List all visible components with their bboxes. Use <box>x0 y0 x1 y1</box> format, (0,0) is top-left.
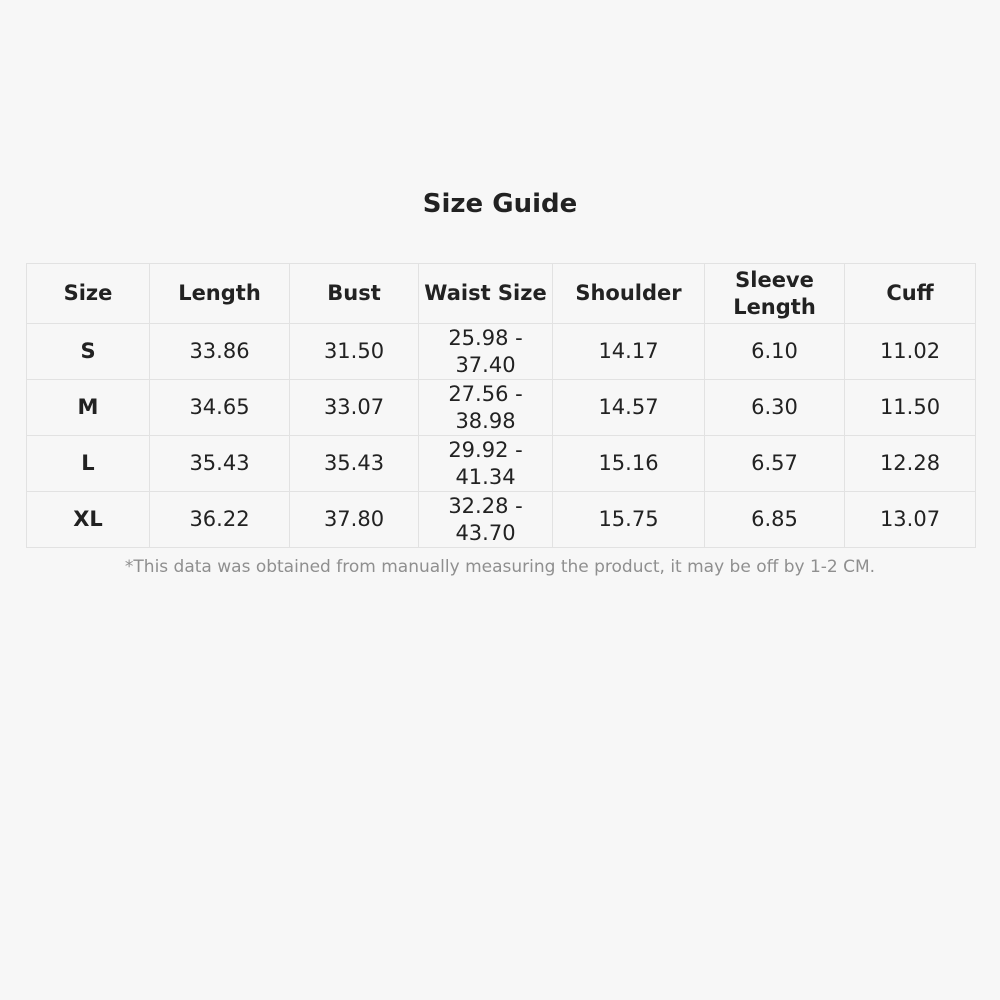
sleeve-length-cell: 6.30 <box>705 380 845 436</box>
measurement-disclaimer: *This data was obtained from manually measuring the product, it may be off by 1-2 CM. <box>124 557 876 577</box>
shoulder-cell: 15.75 <box>553 492 705 548</box>
length-cell: 36.22 <box>150 492 290 548</box>
sleeve-length-cell: 6.10 <box>705 324 845 380</box>
cuff-cell: 13.07 <box>845 492 976 548</box>
column-header-size: Size <box>27 264 150 324</box>
table-row <box>27 380 976 436</box>
size-cell: XL <box>27 492 150 548</box>
page-title: Size Guide <box>422 189 578 219</box>
waist-size-cell: 32.28 - 43.70 <box>419 492 553 548</box>
size-cell: M <box>27 380 150 436</box>
table-header-row <box>27 264 976 324</box>
waist-size-cell: 25.98 - 37.40 <box>419 324 553 380</box>
length-cell: 33.86 <box>150 324 290 380</box>
waist-size-cell: 27.56 - 38.98 <box>419 380 553 436</box>
bust-cell: 35.43 <box>290 436 419 492</box>
column-header-cuff: Cuff <box>845 264 976 324</box>
shoulder-cell: 14.57 <box>553 380 705 436</box>
table-row <box>27 324 976 380</box>
size-cell: S <box>27 324 150 380</box>
cuff-cell: 12.28 <box>845 436 976 492</box>
table-row <box>27 436 976 492</box>
column-header-sleeve-length: Sleeve Length <box>705 264 845 324</box>
column-header-waist-size: Waist Size <box>419 264 553 324</box>
table-row <box>27 492 976 548</box>
sleeve-length-cell: 6.57 <box>705 436 845 492</box>
column-header-length: Length <box>150 264 290 324</box>
shoulder-cell: 14.17 <box>553 324 705 380</box>
bust-cell: 33.07 <box>290 380 419 436</box>
cuff-cell: 11.02 <box>845 324 976 380</box>
column-header-bust: Bust <box>290 264 419 324</box>
length-cell: 35.43 <box>150 436 290 492</box>
shoulder-cell: 15.16 <box>553 436 705 492</box>
size-cell: L <box>27 436 150 492</box>
length-cell: 34.65 <box>150 380 290 436</box>
waist-size-cell: 29.92 - 41.34 <box>419 436 553 492</box>
cuff-cell: 11.50 <box>845 380 976 436</box>
bust-cell: 37.80 <box>290 492 419 548</box>
bust-cell: 31.50 <box>290 324 419 380</box>
column-header-shoulder: Shoulder <box>553 264 705 324</box>
size-guide-table <box>26 263 976 548</box>
sleeve-length-cell: 6.85 <box>705 492 845 548</box>
